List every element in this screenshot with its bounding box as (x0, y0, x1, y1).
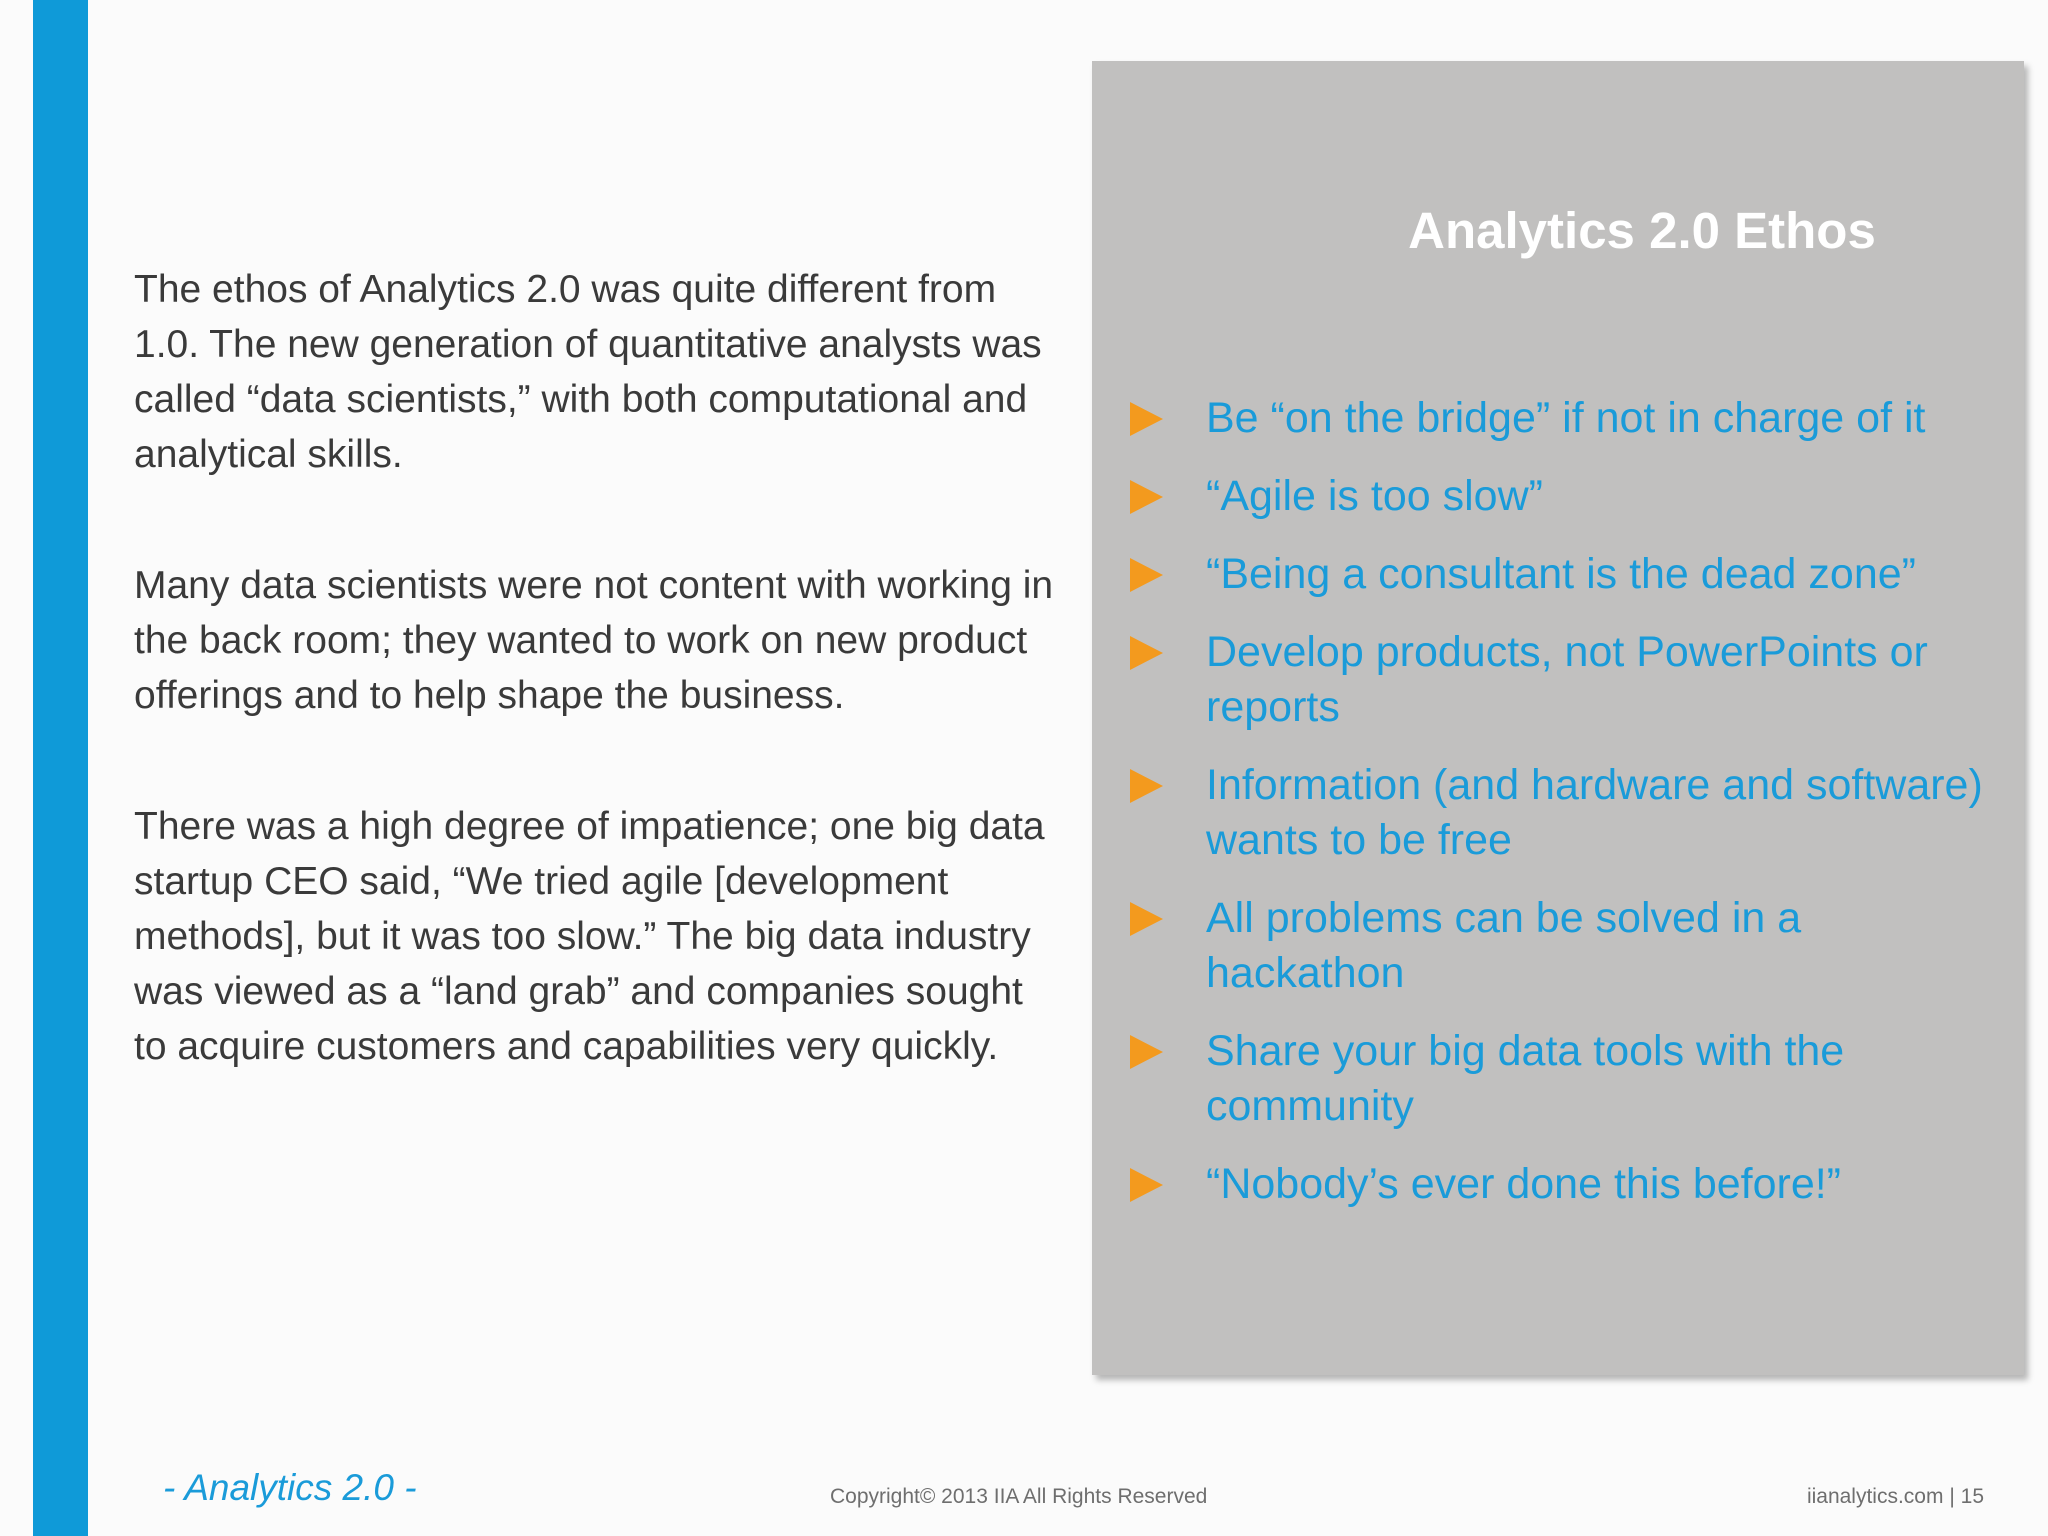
body-paragraph-3: There was a high degree of impatience; one big data startup CEO said, “We tried agile [development methods], but it was too slow.” The big data industry was viewed as a “land grab” and companies sought to acquire customers and capabilities very quickly. (134, 805, 1045, 1068)
ethos-item-text: “Agile is too slow” (1206, 472, 1543, 520)
ethos-item-text: “Being a consultant is the dead zone” (1206, 550, 1916, 598)
footer-section-title: - Analytics 2.0 - (163, 1467, 417, 1508)
orange-triangle-arrow-icon (1130, 758, 1168, 813)
ethos-item (1130, 1157, 2010, 1212)
footer-page-number: 15 (1960, 1485, 1984, 1508)
footer-site: iianalytics.com (1806, 1485, 1944, 1508)
ethos-item (1130, 391, 2010, 446)
orange-triangle-arrow-icon (1130, 1024, 1168, 1079)
ethos-item (1130, 469, 2010, 524)
ethos-panel-title: Analytics 2.0 Ethos (1408, 202, 1876, 259)
body-text (134, 262, 1054, 1150)
orange-triangle-arrow-icon (1130, 547, 1168, 602)
ethos-panel (1092, 61, 2024, 1375)
ethos-item-text: Develop products, not PowerPoints or reports (1206, 628, 1928, 731)
footer-separator: | (1949, 1485, 1955, 1508)
orange-triangle-arrow-icon (1130, 891, 1168, 946)
body-paragraph-1: The ethos of Analytics 2.0 was quite different from 1.0. The new generation of quantitative analysts was called “data scientists,” with both computational and analytical skills. (134, 268, 1042, 476)
ethos-item-text: “Nobody’s ever done this before!” (1206, 1160, 1842, 1208)
ethos-item-text: Information (and hardware and software) wants to be free (1206, 761, 1983, 864)
footer-page-info (1807, 1483, 1984, 1511)
orange-triangle-arrow-icon (1130, 391, 1168, 446)
ethos-list (1130, 391, 2010, 1235)
left-accent-bar (33, 0, 88, 1536)
orange-triangle-arrow-icon (1130, 1157, 1168, 1212)
ethos-item (1130, 1024, 2010, 1134)
ethos-item-text: Share your big data tools with the community (1206, 1027, 1845, 1130)
ethos-item (1130, 547, 2010, 602)
body-paragraph-2: Many data scientists were not content with working in the back room; they wanted to work on new product offerings and to help shape the business. (134, 564, 1054, 717)
ethos-item-text: Be “on the bridge” if not in charge of it (1206, 394, 1926, 442)
footer-copyright: Copyright© 2013 IIA All Rights Reserved (830, 1485, 1208, 1508)
ethos-item (1130, 758, 2010, 868)
ethos-item (1130, 625, 2010, 735)
orange-triangle-arrow-icon (1130, 625, 1168, 680)
orange-triangle-arrow-icon (1130, 469, 1168, 524)
ethos-item (1130, 891, 2010, 1001)
ethos-item-text: All problems can be solved in a hackathon (1206, 894, 1802, 997)
